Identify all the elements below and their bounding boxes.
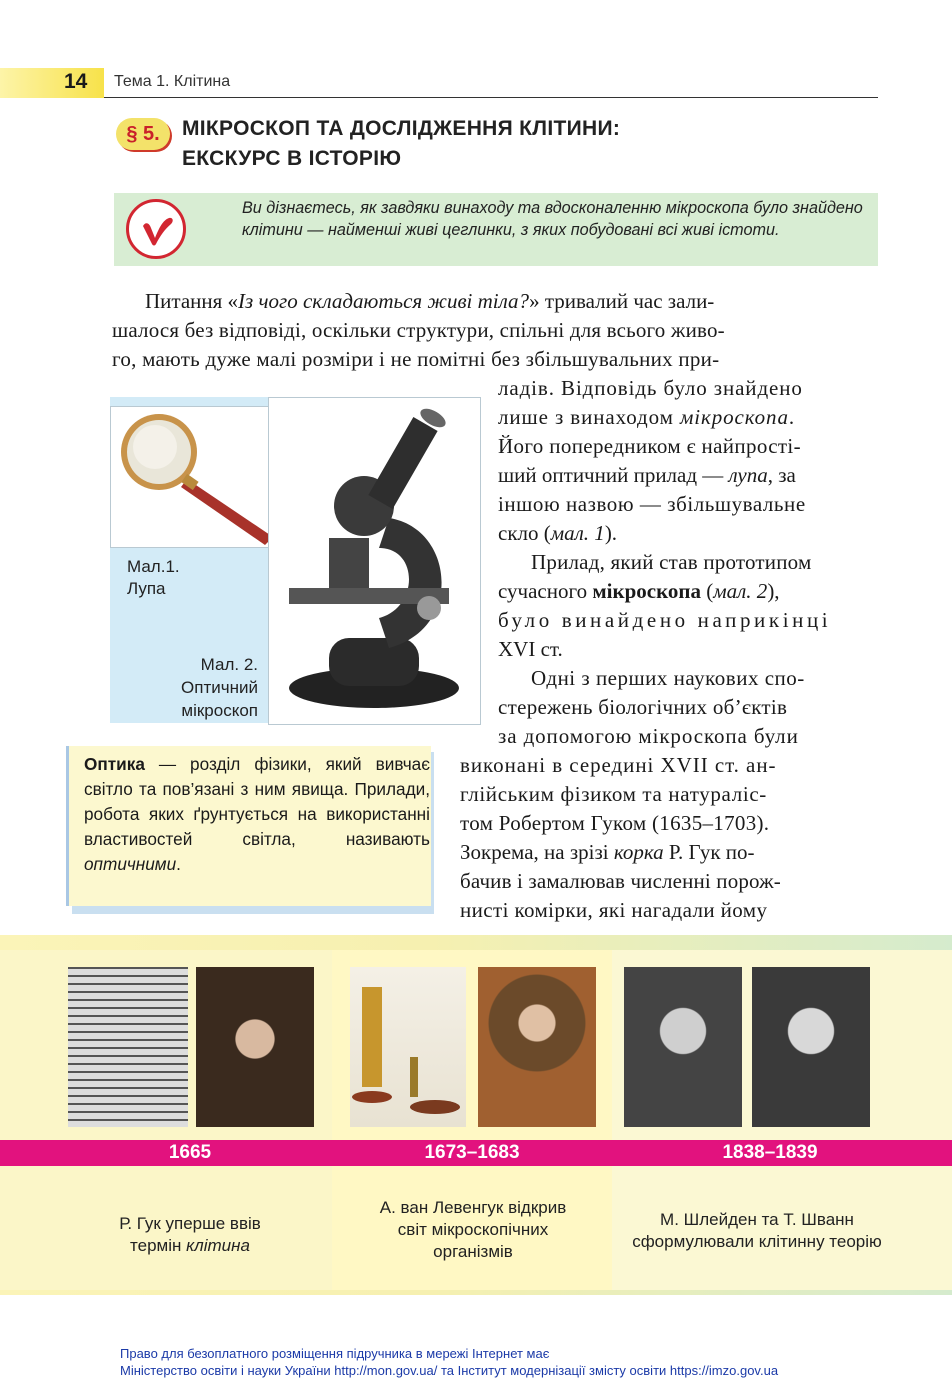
- body-line-13: XVI ст.: [498, 637, 563, 661]
- text-run: , за: [767, 463, 796, 487]
- caption-line: сформулювали клітинну теорію: [632, 1232, 882, 1251]
- figure-ref: мал. 2: [713, 579, 768, 603]
- text-run: лише з винаходом: [498, 405, 680, 429]
- fig2-caption-title-1: Оптичний: [181, 678, 258, 697]
- text-run: ший оптичний прилад —: [498, 463, 729, 487]
- fig2-caption-number: Мал. 2.: [200, 655, 258, 674]
- text-run: ).: [604, 521, 618, 545]
- body-line-19: том Робертом Гуком (1635–1703).: [460, 811, 770, 835]
- italic-question: Із чого складаються живі тіла?: [238, 289, 530, 313]
- portrait-leeuwenhoek: [478, 967, 596, 1127]
- definition-term-italic: оптичними: [84, 854, 177, 874]
- body-line-3: го, мають дуже малі розміри і не помітні без збільшувальних при-: [112, 347, 720, 371]
- section-badge: § 5.: [116, 118, 170, 150]
- body-line-17: виконані в середині XVII ст. ан-: [460, 753, 777, 777]
- body-line-10: Прилад, який став прототипом: [531, 550, 812, 574]
- term-magnifier: лупа: [728, 463, 768, 487]
- portrait-hooke: [196, 967, 314, 1127]
- footer-rights-line2: Міністерство освіти і науки України http://mon.gov.ua/ та Інститут модернізації змісту освіти https://imzo.gov.ua: [120, 1363, 779, 1378]
- body-line-8: іншою назвою — збільшувальне: [498, 492, 806, 516]
- microscope-image: [269, 398, 480, 724]
- portrait-schwann: [752, 967, 870, 1127]
- caption-line: [60, 1235, 320, 1257]
- year-1673-1683: 1673–1683: [424, 1142, 520, 1163]
- microscope-figure: [268, 397, 481, 725]
- portrait-schleiden: [624, 967, 742, 1127]
- year-1665: 1665: [168, 1142, 212, 1163]
- caption-line: світ мікроскопічних: [397, 1220, 549, 1239]
- header-accent-bar: [0, 68, 104, 98]
- body-line-5: [498, 405, 795, 430]
- text-run: Питання «: [145, 289, 239, 313]
- caption-line: А. ван Левенгук відкрив: [379, 1198, 567, 1217]
- footer-rights-line1: Право для безоплатного розміщення підручника в мережі Інтернет має: [120, 1346, 550, 1361]
- timeline-caption-1838: [612, 1209, 902, 1253]
- text-run: (: [701, 579, 714, 603]
- body-line-11: [498, 579, 780, 604]
- body-line-6: Його попередником є найпрості-: [498, 434, 801, 458]
- fig1-caption-number: Мал.1.: [127, 557, 180, 576]
- body-line-16: за допомогою мікроскопа були: [498, 724, 799, 748]
- caption-line: М. Шлейден та Т. Шванн: [660, 1210, 854, 1229]
- body-line-20: [460, 840, 755, 865]
- fig2-caption-title-2: мікроскоп: [181, 701, 258, 720]
- cork-cells-drawing: [68, 967, 188, 1127]
- timeline-caption-1673: [340, 1197, 606, 1263]
- text-run: скло (: [498, 521, 551, 545]
- fig1-caption-title: Лупа: [127, 579, 166, 598]
- header-rule: [104, 97, 878, 98]
- learning-goals-text: Ви дізнаєтесь, як завдяки винаходу та вдосконаленню мікроскопа було знайдено клітини — найменші живі цеглинки, з яких побудовані всі живі істоти.: [242, 199, 863, 239]
- body-line-9: [498, 521, 617, 546]
- body-line-18: глійським фізиком та натураліс-: [460, 782, 767, 806]
- body-line-22: нисті комірки, які нагадали йому: [460, 898, 768, 922]
- year-1838-1839: 1838–1839: [722, 1142, 818, 1163]
- text-run: Зокрема, на зрізі: [460, 840, 614, 864]
- text-run: Р. Гук по-: [663, 840, 755, 864]
- magnifier-image: [111, 407, 285, 547]
- caption-term-cell: клітина: [186, 1236, 250, 1255]
- page-number: 14: [64, 70, 88, 93]
- definition-body: — розділ фізики, який вивчає світло та пов’язані з ним явища. Прилади, робота яких ґрунтується на використанні властивостей світла, називають: [84, 754, 430, 849]
- body-line-7: [498, 463, 796, 488]
- definition-end: .: [176, 854, 181, 874]
- text-run: .: [788, 405, 795, 429]
- body-line-1: [145, 289, 878, 314]
- checkmark-icon: [126, 199, 186, 259]
- term-cork: корка: [613, 840, 664, 864]
- magnifier-figure: [110, 406, 286, 548]
- leeuwenhoek-microscopes: [350, 967, 466, 1127]
- caption-line: Р. Гук уперше ввів: [119, 1214, 261, 1233]
- section-title-line2: ЕКСКУРС В ІСТОРІЮ: [182, 147, 402, 170]
- definition-text: [84, 752, 430, 877]
- body-line-12: було винайдено наприкінці: [498, 608, 832, 632]
- text-run: сучасного: [498, 579, 593, 603]
- text-run: ),: [767, 579, 780, 603]
- definition-term: Оптика: [84, 754, 145, 774]
- caption-run: термін: [130, 1236, 187, 1255]
- caption-line: організмів: [433, 1242, 513, 1261]
- text-run: » тривалий час зали-: [529, 289, 715, 313]
- body-line-2: шалося без відповіді, оскільки структури, спільні для всього живо-: [112, 318, 725, 342]
- body-line-21: бачив і замалював численні порож-: [460, 869, 781, 893]
- timeline-caption-1665: [60, 1213, 320, 1257]
- body-line-14: Одні з перших наукових спо-: [531, 666, 805, 690]
- term-microscope: мікроскопа: [679, 405, 789, 429]
- topic-label: Тема 1. Клітина: [114, 73, 231, 90]
- body-line-15: стережень біологічних об’єктів: [498, 695, 788, 719]
- figure-ref: мал. 1: [550, 521, 605, 545]
- bold-term-microscope: мікроскопа: [592, 579, 701, 603]
- section-title-line1: МІКРОСКОП ТА ДОСЛІДЖЕННЯ КЛІТИНИ:: [182, 117, 621, 140]
- body-line-4: ладів. Відповідь було знайдено: [498, 376, 803, 400]
